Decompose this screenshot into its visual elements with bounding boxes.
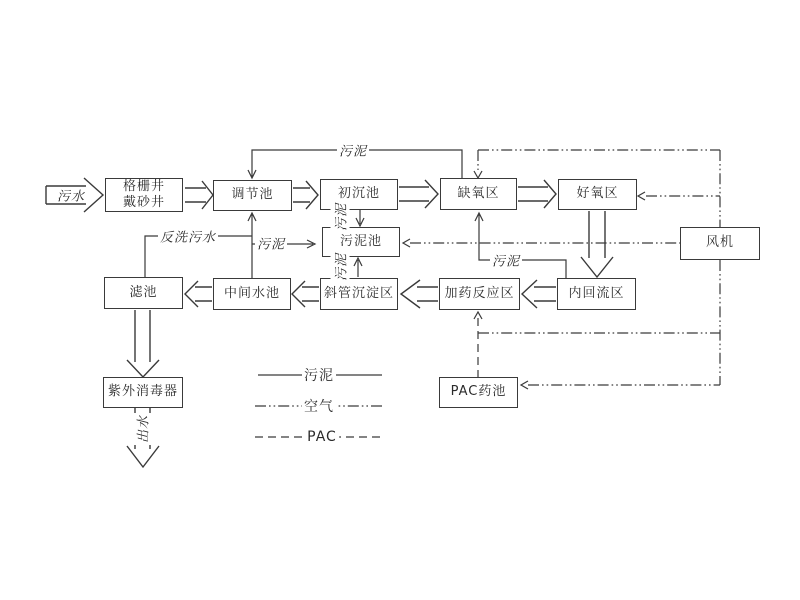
label-backwash-water: 反洗污水 bbox=[158, 227, 218, 246]
label-sludge-intermediate-to-sludgetank: 污泥 bbox=[255, 234, 287, 253]
arrow-aerobic-to-recycle bbox=[581, 211, 613, 277]
line-backwash-filter-to-regulating bbox=[145, 213, 256, 278]
box-blower: 风机 bbox=[680, 227, 760, 260]
air-arrowhead-aerobic bbox=[638, 192, 645, 200]
legend-label-air: 空气 bbox=[302, 396, 336, 416]
line-sludge-inclined-to-sludgetank bbox=[354, 258, 362, 277]
label-inflow: 污水 bbox=[56, 189, 86, 205]
box-grit-well bbox=[105, 178, 183, 212]
arrow-regulating-to-primary bbox=[293, 181, 318, 209]
label-sludge-anoxic-to-regulating: 污泥 bbox=[337, 141, 369, 160]
arrow-grit-to-regulating bbox=[185, 181, 213, 209]
box-dosing-reaction-zone: 加药反应区 bbox=[439, 278, 520, 310]
box-inclined-tube-settling-zone: 斜管沉淀区 bbox=[320, 278, 398, 310]
label-sludge-recycle-to-anoxic: 污泥 bbox=[490, 251, 522, 270]
box-anoxic-zone: 缺氧区 bbox=[440, 178, 517, 210]
box-aerobic-zone: 好氧区 bbox=[558, 179, 637, 210]
label-sludge-primary-to-sludgetank: 污泥 bbox=[331, 201, 350, 233]
box-pac-tank: PAC药池 bbox=[439, 377, 518, 408]
air-top-to-anoxic bbox=[478, 150, 720, 170]
box-regulating-tank: 调节池 bbox=[213, 180, 292, 211]
arrow-filter-to-uv bbox=[127, 310, 159, 377]
arrow-anoxic-to-aerobic bbox=[518, 180, 556, 208]
arrow-primary-to-anoxic bbox=[399, 180, 438, 208]
air-arrowhead-pactank bbox=[521, 381, 528, 389]
legend-label-sludge: 污泥 bbox=[302, 365, 336, 385]
box-uv-disinfector: 紫外消毒器 bbox=[103, 377, 183, 408]
pac-arrowhead-dosing bbox=[474, 312, 482, 319]
box-internal-recycle-zone: 内回流区 bbox=[557, 278, 636, 310]
air-arrowhead-sludgetank bbox=[403, 239, 410, 247]
label-sludge-inclined-to-sludgetank: 污泥 bbox=[331, 251, 350, 283]
legend-label-pac: PAC bbox=[307, 429, 337, 445]
label-outflow: 出水 bbox=[133, 413, 152, 445]
arrow-inclined-to-intermediate bbox=[292, 281, 319, 307]
grit-well-label-line2: 戴砂井 bbox=[122, 195, 165, 210]
grit-well-label-line1: 格栅井 bbox=[122, 178, 165, 194]
box-filter-tank: 滤池 bbox=[104, 277, 183, 309]
box-primary-sedimentation-tank: 初沉池 bbox=[320, 179, 398, 210]
box-intermediate-tank: 中间水池 bbox=[213, 278, 291, 310]
arrow-intermediate-to-filter bbox=[185, 281, 212, 307]
arrow-recycle-to-dosing bbox=[522, 280, 556, 308]
box-sludge-tank: 污泥池 bbox=[322, 227, 400, 257]
line-sludge-primary-to-sludgetank bbox=[356, 210, 364, 226]
air-arrowhead-anoxic bbox=[474, 171, 482, 178]
arrow-dosing-to-inclined bbox=[401, 280, 438, 308]
